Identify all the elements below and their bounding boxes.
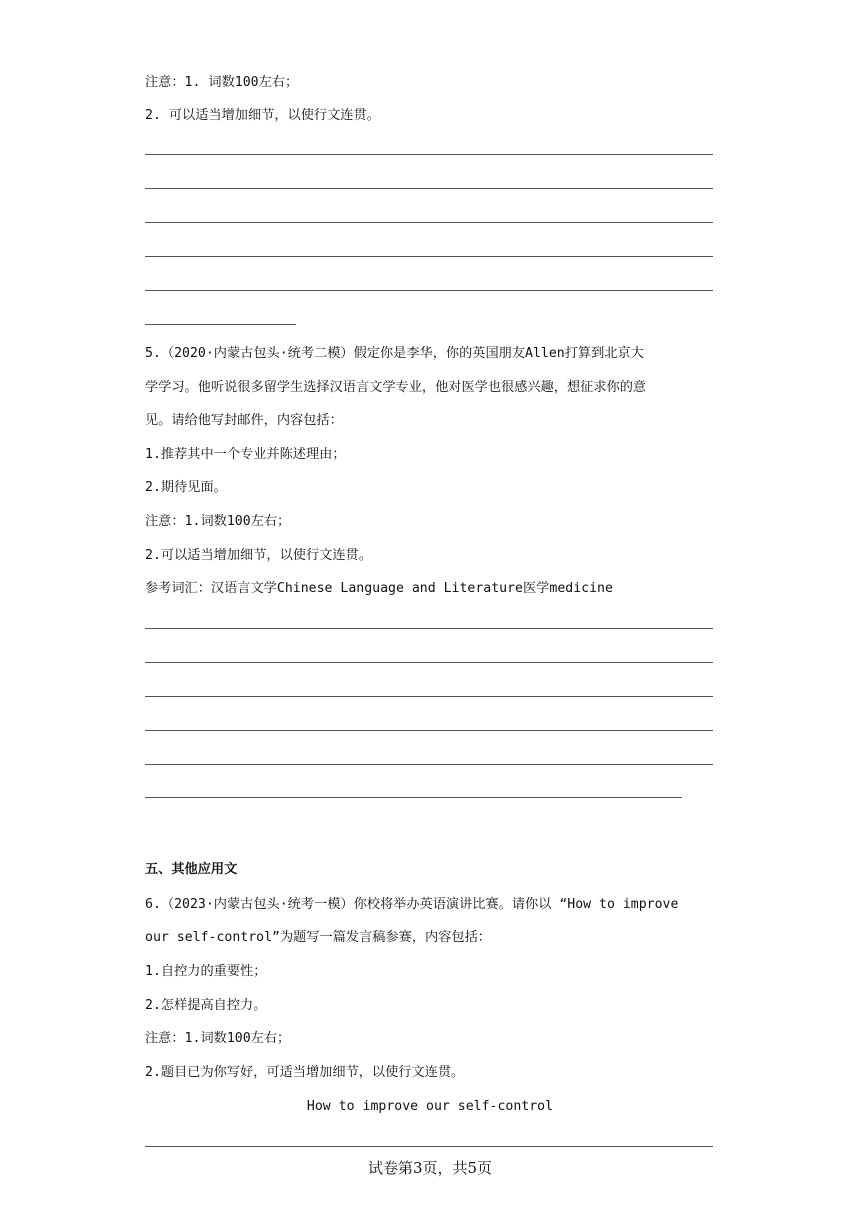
- q5-prompt-line-1: 5.（2020·内蒙古包头·统考二模）假定你是李华，你的英国朋友Allen打算到北京大: [145, 346, 644, 361]
- q5-answer-line: [145, 662, 713, 663]
- q6-essay-title: How to improve our self-control: [306, 1099, 554, 1114]
- q5-point-2: 2.期待见面。: [145, 480, 227, 495]
- q5-answer-line: [145, 696, 713, 697]
- q5-answer-line: [145, 628, 713, 629]
- q6-point-2: 2.怎样提高自控力。: [145, 998, 267, 1013]
- q5-prompt-line-2: 学学习。他听说很多留学生选择汉语言文学专业，他对医学也很感兴趣，想征求你的意: [145, 380, 647, 395]
- q4-answer-line: [145, 222, 713, 223]
- q5-vocab: 参考词汇：汉语言文学Chinese Language and Literature医学medicine: [145, 581, 613, 596]
- q4-answer-line: [145, 256, 713, 257]
- q5-note-2: 2.可以适当增加细节，以使行文连贯。: [145, 548, 372, 563]
- q6-point-1: 1.自控力的重要性；: [145, 964, 267, 979]
- q5-answer-line: [145, 730, 713, 731]
- q5-prompt-line-3: 见。请给他写封邮件，内容包括：: [145, 413, 343, 428]
- q6-prompt-line-2: our self-control”为题写一篇发言稿参赛，内容包括：: [145, 930, 491, 945]
- q4-answer-line: [145, 188, 713, 189]
- q4-answer-line: [145, 154, 713, 155]
- q6-note-1: 注意：1.词数100左右；: [145, 1031, 291, 1046]
- section-heading: 五、其他应用文: [145, 862, 238, 877]
- q4-note-2: 2. 可以适当增加细节，以使行文连贯。: [145, 108, 380, 123]
- q5-answer-line: [145, 764, 713, 765]
- q6-prompt-line-1: 6.（2023·内蒙古包头·统考一模）你校将举办英语演讲比赛。请你以 “How to improve: [145, 897, 679, 912]
- q5-note-1: 注意：1.词数100左右；: [145, 514, 291, 529]
- q4-note-1: 注意：1. 词数100左右；: [145, 75, 299, 90]
- q4-answer-line: [145, 290, 713, 291]
- q5-point-1: 1.推荐其中一个专业并陈述理由；: [145, 447, 346, 462]
- page-footer: 试卷第3页，共5页: [367, 1159, 493, 1177]
- q6-answer-line: [145, 1146, 713, 1147]
- q4-answer-line-short: [145, 324, 296, 325]
- q6-note-2: 2.题目已为你写好，可适当增加细节，以使行文连贯。: [145, 1065, 465, 1080]
- q5-answer-line-last: [145, 797, 682, 798]
